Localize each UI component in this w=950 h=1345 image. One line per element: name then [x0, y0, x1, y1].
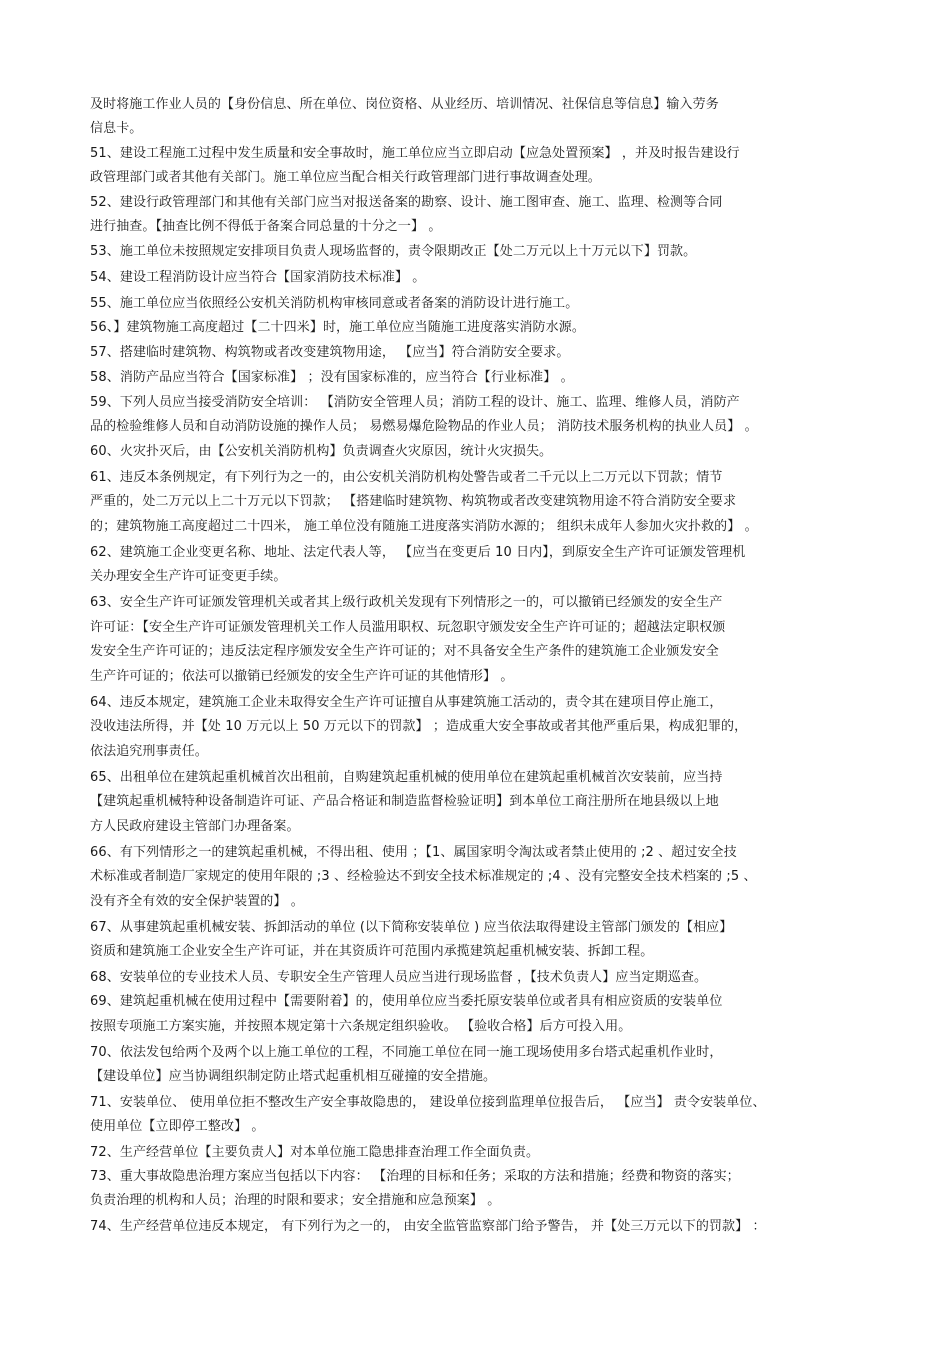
text-line: 依法追究刑事责任。: [90, 744, 208, 759]
text-line: 信息卡。: [90, 121, 143, 136]
text-line: 66、有下列情形之一的建筑起重机械，不得出租、使用 ；【1、属国家明令淘汰或者禁止使用的 ;2 、超过安全技: [90, 845, 737, 860]
text-line: 54、建设工程消防设计应当符合【国家消防技术标准】 。: [90, 270, 426, 285]
text-line: 71、安装单位、 使用单位拒不整改生产安全事故隐患的， 建设单位接到监理单位报告后， 【应当】 责令安装单位、: [90, 1095, 766, 1110]
text-line: 【建设单位】应当协调组织制定防止塔式起重机相互碰撞的安全措施。: [90, 1069, 497, 1084]
text-line: 【建筑起重机械特种设备制造许可证、产品合格证和制造监督检验证明】到本单位工商注册所在地县级以上地: [90, 794, 719, 809]
text-line: 进行抽查。【抽查比例不得低于备案合同总量的十分之一】 。: [90, 219, 442, 234]
text-line: 53、施工单位未按照规定安排项目负责人现场监督的，责令限期改正【处二万元以上十万元以下】罚款。: [90, 244, 697, 259]
text-line: 的；建筑物施工高度超过二十四米， 施工单位没有随施工进度落实消防水源的； 组织未成年人参加火灾扑救的】 。: [90, 519, 758, 534]
text-line: 64、违反本规定，建筑施工企业未取得安全生产许可证擅自从事建筑施工活动的，责令其在建项目停止施工，: [90, 695, 723, 710]
text-line: 69、建筑起重机械在使用过程中【需要附着】的，使用单位应当委托原安装单位或者具有相应资质的安装单位: [90, 994, 723, 1009]
text-line: 67、从事建筑起重机械安装、拆卸活动的单位 (以下简称安装单位 ) 应当依法取得建设主管部门颁发的【相应】: [90, 920, 733, 935]
text-line: 55、施工单位应当依照经公安机关消防机构审核同意或者备案的消防设计进行施工。: [90, 296, 579, 311]
text-line: 57、搭建临时建筑物、构筑物或者改变建筑物用途， 【应当】符合消防安全要求。: [90, 345, 570, 360]
text-line: 51、建设工程施工过程中发生质量和安全事故时，施工单位应当立即启动【应急处置预案】 ，并及时报告建设行: [90, 146, 740, 161]
text-line: 品的检验维修人员和自动消防设施的操作人员； 易燃易爆危险物品的作业人员； 消防技术服务机构的执业人员】 。: [90, 419, 758, 434]
text-line: 没有齐全有效的安全保护装置的】 。: [90, 894, 304, 909]
text-line: 生产许可证的；依法可以撤销已经颁发的安全生产许可证的其他情形】 。: [90, 669, 514, 684]
text-line: 方人民政府建设主管部门办理备案。: [90, 819, 300, 834]
text-line: 政管理部门或者其他有关部门。施工单位应当配合相关行政管理部门进行事故调查处理。: [90, 170, 601, 185]
text-line: 使用单位【立即停工整改】 。: [90, 1119, 265, 1134]
text-line: 58、消防产品应当符合【国家标准】 ；没有国家标准的，应当符合【行业标准】 。: [90, 370, 574, 385]
text-line: 74、生产经营单位违反本规定， 有下列行为之一的， 由安全监管监察部门给予警告， 并【处三万元以下的罚款】 ：: [90, 1219, 766, 1234]
text-line: 负责治理的机构和人员；治理的时限和要求；安全措施和应急预案】 。: [90, 1193, 501, 1208]
text-line: 资质和建筑施工企业安全生产许可证，并在其资质许可范围内承揽建筑起重机械安装、拆卸工程。: [90, 944, 654, 959]
text-line: 65、出租单位在建筑起重机械首次出租前，自购建筑起重机械的使用单位在建筑起重机械首次安装前，应当持: [90, 770, 723, 785]
text-line: 52、建设行政管理部门和其他有关部门应当对报送备案的勘察、设计、施工图审查、施工、监理、检测等合同: [90, 195, 723, 210]
text-line: 56、】建筑物施工高度超过【二十四米】时，施工单位应当随施工进度落实消防水源。: [90, 320, 585, 335]
text-line: 68、安装单位的专业技术人员、专职安全生产管理人员应当进行现场监督 ，【技术负责人】应当定期巡查。: [90, 970, 708, 985]
text-line: 发安全生产许可证的；违反法定程序颁发安全生产许可证的；对不具备安全生产条件的建筑施工企业颁发安全: [90, 644, 719, 659]
text-line: 许可证：【安全生产许可证颁发管理机关工作人员滥用职权、玩忽职守颁发安全生产许可证的；超越法定职权颁: [90, 620, 726, 635]
text-line: 术标准或者制造厂家规定的使用年限的 ;3 、经检验达不到安全技术标准规定的 ;4 、没有完整安全技术档案的 ;5 、: [90, 869, 757, 884]
text-line: 62、建筑施工企业变更名称、地址、法定代表人等， 【应当在变更后 10 日内】，到原安全生产许可证颁发管理机: [90, 545, 746, 560]
text-line: 61、违反本条例规定，有下列行为之一的，由公安机关消防机构处警告或者二千元以上二万元以下罚款；情节: [90, 470, 723, 485]
text-line: 没收违法所得，并【处 10 万元以上 50 万元以下的罚款】 ；造成重大安全事故或者其他严重后果，构成犯罪的，: [90, 719, 748, 734]
text-line: 70、依法发包给两个及两个以上施工单位的工程，不同施工单位在同一施工现场使用多台塔式起重机作业时，: [90, 1045, 723, 1060]
text-line: 严重的，处二万元以上二十万元以下罚款； 【搭建临时建筑物、构筑物或者改变建筑物用途不符合消防安全要求: [90, 494, 737, 509]
text-line: 72、生产经营单位【主要负责人】对本单位施工隐患排查治理工作全面负责。: [90, 1145, 540, 1160]
text-line: 73、重大事故隐患治理方案应当包括以下内容： 【治理的目标和任务；采取的方法和措施；经费和物资的落实；: [90, 1169, 740, 1184]
text-line: 关办理安全生产许可证变更手续。: [90, 569, 287, 584]
text-line: 及时将施工作业人员的【身份信息、所在单位、岗位资格、从业经历、培训情况、社保信息等信息】输入劳务: [90, 97, 719, 112]
text-line: 按照专项施工方案实施，并按照本规定第十六条规定组织验收。 【验收合格】后方可投入用。: [90, 1019, 632, 1034]
text-line: 63、安全生产许可证颁发管理机关或者其上级行政机关发现有下列情形之一的，可以撤销已经颁发的安全生产: [90, 595, 723, 610]
text-line: 59、下列人员应当接受消防安全培训： 【消防安全管理人员；消防工程的设计、施工、监理、维修人员，消防产: [90, 395, 740, 410]
text-line: 60、火灾扑灭后，由【公安机关消防机构】负责调查火灾原因，统计火灾损失。: [90, 444, 553, 459]
